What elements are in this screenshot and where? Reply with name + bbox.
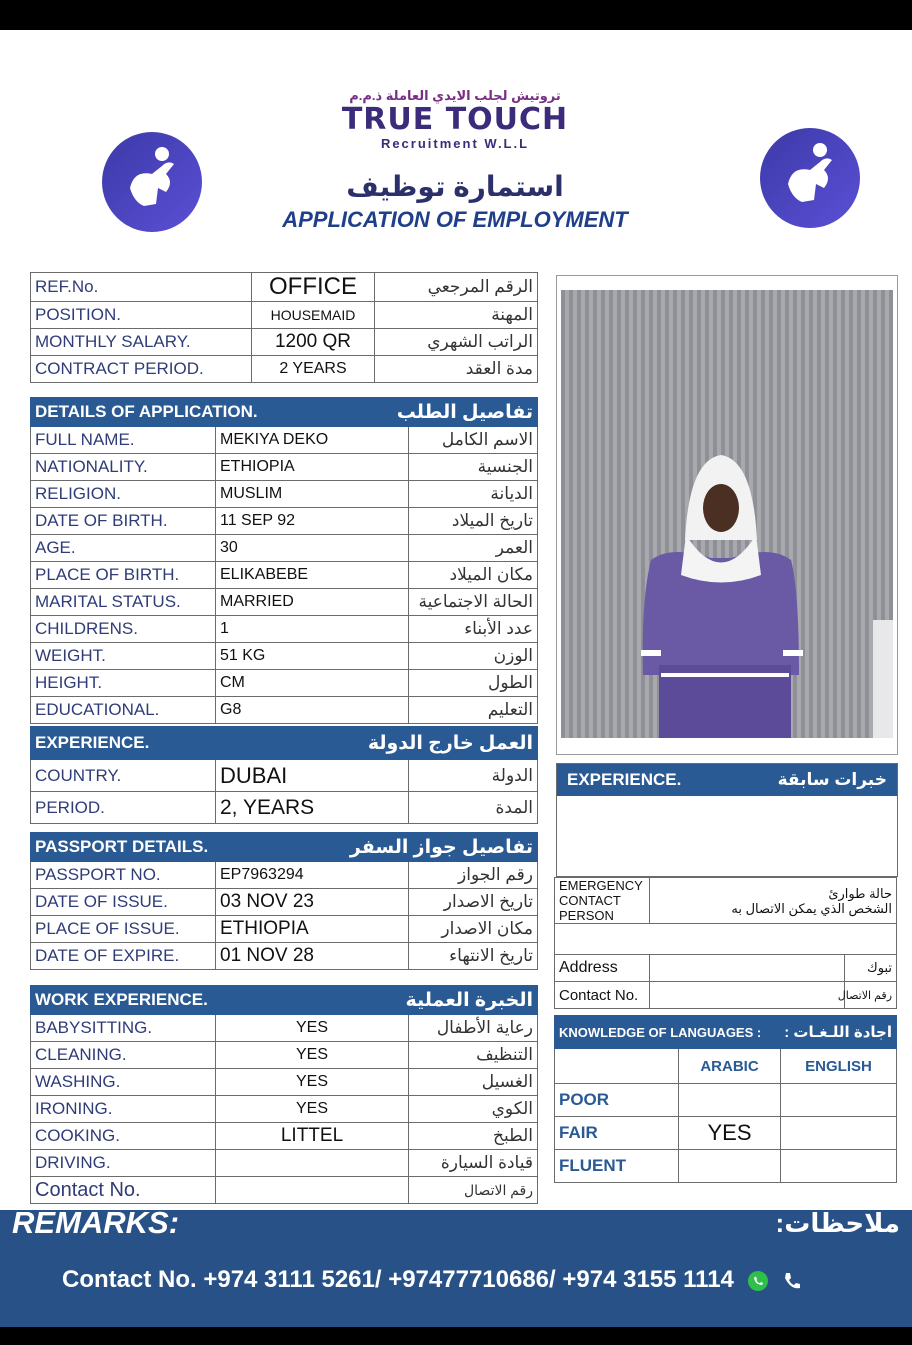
table-row (31, 329, 538, 356)
contact-label: Contact No. (555, 982, 650, 1009)
field-value: EP7963294 (216, 862, 409, 889)
section-header-arabic: الخبرة العملية (216, 986, 538, 1015)
applicant-photo (561, 290, 893, 738)
table-row (31, 670, 538, 697)
section-header-arabic: خبرات سابقة (777, 770, 887, 789)
section-header-arabic: اجادة اللـغـات : (781, 1016, 897, 1049)
table-row (31, 760, 538, 792)
field-label: NATIONALITY. (31, 454, 216, 481)
emergency-contact-table (554, 877, 897, 1009)
languages-table (554, 1015, 897, 1183)
field-label-arabic: الغسيل (409, 1069, 538, 1096)
field-label-arabic: تاريخ الاصدار (409, 889, 538, 916)
table-row (31, 481, 538, 508)
field-value (216, 1150, 409, 1177)
brand-block (330, 88, 580, 151)
passport-table (30, 832, 538, 970)
table-row (31, 454, 538, 481)
section-header-label: EXPERIENCE. (31, 727, 216, 760)
true-touch-logo-icon (758, 126, 862, 230)
contact-value (650, 982, 845, 1009)
field-value: MEKIYA DEKO (216, 427, 409, 454)
field-label: PLACE OF ISSUE. (31, 916, 216, 943)
section-header-label: EXPERIENCE. (567, 770, 682, 789)
english-value (781, 1084, 897, 1117)
field-label-arabic: الديانة (409, 481, 538, 508)
field-label: CLEANING. (31, 1042, 216, 1069)
field-label: PERIOD. (31, 792, 216, 824)
phone-icon (781, 1270, 803, 1292)
section-header-arabic: تفاصيل الطلب (409, 398, 538, 427)
table-row (31, 562, 538, 589)
field-label: WASHING. (31, 1069, 216, 1096)
field-value: 1200 QR (252, 329, 375, 356)
arabic-value (679, 1150, 781, 1183)
section-header-label: KNOWLEDGE OF LANGUAGES : (555, 1016, 781, 1049)
table-row (31, 356, 538, 383)
field-value: 1 (216, 616, 409, 643)
field-label: DATE OF ISSUE. (31, 889, 216, 916)
table-row (31, 889, 538, 916)
whatsapp-icon (747, 1270, 769, 1292)
field-value: 11 SEP 92 (216, 508, 409, 535)
field-label-arabic: الطبخ (409, 1123, 538, 1150)
section-header-label: PASSPORT DETAILS. (31, 833, 216, 862)
true-touch-logo-icon (100, 130, 204, 234)
field-value: ETHIOPIA (216, 916, 409, 943)
field-value: 2 YEARS (252, 356, 375, 383)
field-value: 01 NOV 28 (216, 943, 409, 970)
language-level: POOR (555, 1084, 679, 1117)
field-label-arabic: رقم الاتصال (409, 1177, 538, 1204)
field-value: MARRIED (216, 589, 409, 616)
brand-name: TRUE TOUCH (341, 102, 569, 137)
field-label: REF.No. (31, 273, 252, 302)
field-label-arabic: تاريخ الميلاد (409, 508, 538, 535)
table-row (31, 1150, 538, 1177)
table-row (555, 955, 897, 982)
field-label: Contact No. (31, 1177, 216, 1204)
table-row (31, 535, 538, 562)
field-label: MONTHLY SALARY. (31, 329, 252, 356)
field-value: OFFICE (252, 273, 375, 302)
table-row (555, 1084, 897, 1117)
field-value: YES (216, 1015, 409, 1042)
section-header-label: WORK EXPERIENCE. (31, 986, 216, 1015)
field-label: DRIVING. (31, 1150, 216, 1177)
form-title: APPLICATION OF EMPLOYMENT (282, 207, 628, 232)
table-row (31, 273, 538, 302)
bottom-black-bar (0, 1327, 912, 1345)
address-label-arabic: تبوك (845, 955, 897, 982)
table-row (31, 427, 538, 454)
field-label: AGE. (31, 535, 216, 562)
field-value: ELIKABEBE (216, 562, 409, 589)
field-label-arabic: قيادة السيارة (409, 1150, 538, 1177)
table-row (31, 508, 538, 535)
section-header (31, 398, 538, 427)
field-label: FULL NAME. (31, 427, 216, 454)
field-value: 30 (216, 535, 409, 562)
field-label-arabic: رعاية الأطفال (409, 1015, 538, 1042)
section-header (557, 764, 897, 796)
section-header-arabic: العمل خارج الدولة (216, 727, 538, 760)
arabic-value (679, 1084, 781, 1117)
footer-contact (62, 1266, 803, 1294)
arabic-value: YES (679, 1117, 781, 1150)
field-label: WEIGHT. (31, 643, 216, 670)
emergency-label-arabic: حالة طوارئ الشخص الذي يمكن الاتصال به (650, 878, 897, 924)
field-label-arabic: المهنة (375, 302, 538, 329)
remarks-label: REMARKS: (12, 1205, 180, 1240)
previous-experience-box (556, 763, 898, 877)
field-value: YES (216, 1042, 409, 1069)
table-row (31, 697, 538, 724)
section-header-label: DETAILS OF APPLICATION. (31, 398, 409, 427)
field-label-arabic: التعليم (409, 697, 538, 724)
table-row (31, 643, 538, 670)
table-row (31, 943, 538, 970)
field-label: DATE OF EXPIRE. (31, 943, 216, 970)
address-label: Address (555, 955, 650, 982)
table-row (31, 616, 538, 643)
table-row (31, 1096, 538, 1123)
field-value: 03 NOV 23 (216, 889, 409, 916)
table-row (31, 1042, 538, 1069)
field-label-arabic: الوزن (409, 643, 538, 670)
field-value: G8 (216, 697, 409, 724)
field-value: YES (216, 1096, 409, 1123)
field-value (216, 1177, 409, 1204)
applicant-photo-frame (556, 275, 898, 755)
field-label-arabic: الاسم الكامل (409, 427, 538, 454)
section-header-arabic: تفاصيل جواز السفر (216, 833, 538, 862)
emergency-label: EMERGENCY CONTACT PERSON (555, 878, 650, 924)
field-label-arabic: مكان الاصدار (409, 916, 538, 943)
contact-label-arabic: رقم الاتصال (845, 982, 897, 1009)
table-row (31, 792, 538, 824)
form-title-arabic: استمارة توظيف (346, 171, 564, 202)
field-label-arabic: الجنسية (409, 454, 538, 481)
remarks-label-arabic: ملاحظات: (775, 1208, 900, 1238)
section-header (31, 986, 538, 1015)
field-value: HOUSEMAID (252, 302, 375, 329)
column-header: ENGLISH (781, 1049, 897, 1084)
field-value: 2, YEARS (216, 792, 409, 824)
section-header (31, 727, 538, 760)
brand-arabic-name: تروتيش لجلب الايدي العاملة ذ.م.م (349, 88, 561, 103)
field-label-arabic: مدة العقد (375, 356, 538, 383)
top-black-bar (0, 0, 912, 30)
field-value: LITTEL (216, 1123, 409, 1150)
table-row (555, 1117, 897, 1150)
field-label: DATE OF BIRTH. (31, 508, 216, 535)
table-row (555, 982, 897, 1009)
table-row (31, 862, 538, 889)
reference-table (30, 272, 538, 383)
field-label: IRONING. (31, 1096, 216, 1123)
field-label-arabic: العمر (409, 535, 538, 562)
details-table (30, 397, 538, 724)
table-row (31, 1123, 538, 1150)
field-label-arabic: رقم الجواز (409, 862, 538, 889)
field-label-arabic: تاريخ الانتهاء (409, 943, 538, 970)
address-value (650, 955, 845, 982)
field-label-arabic: الراتب الشهري (375, 329, 538, 356)
section-header (555, 1016, 897, 1049)
table-row (31, 589, 538, 616)
field-label-arabic: الطول (409, 670, 538, 697)
field-value: YES (216, 1069, 409, 1096)
section-header (31, 833, 538, 862)
language-level: FAIR (555, 1117, 679, 1150)
field-label-arabic: الدولة (409, 760, 538, 792)
table-row (31, 1015, 538, 1042)
field-label-arabic: التنظيف (409, 1042, 538, 1069)
field-label: HEIGHT. (31, 670, 216, 697)
field-value: ETHIOPIA (216, 454, 409, 481)
field-value: CM (216, 670, 409, 697)
field-label-arabic: الكوي (409, 1096, 538, 1123)
field-label: CONTRACT PERIOD. (31, 356, 252, 383)
field-label: PLACE OF BIRTH. (31, 562, 216, 589)
table-row (31, 302, 538, 329)
table-row (31, 1069, 538, 1096)
field-label: COUNTRY. (31, 760, 216, 792)
field-label: PASSPORT NO. (31, 862, 216, 889)
footer-contact-text: Contact No. +974 3111 5261/ +97477710686/ +974 3155 1114 (62, 1266, 734, 1293)
brand-subtitle: Recruitment W.L.L (380, 136, 530, 151)
experience-abroad-table (30, 726, 538, 824)
field-label-arabic: عدد الأبناء (409, 616, 538, 643)
field-value: 51 KG (216, 643, 409, 670)
field-label-arabic: المدة (409, 792, 538, 824)
language-level: FLUENT (555, 1150, 679, 1183)
empty-cell (555, 1049, 679, 1084)
emergency-value (555, 924, 897, 955)
field-label-arabic: الرقم المرجعي (375, 273, 538, 302)
table-row (555, 1150, 897, 1183)
table-row (31, 1177, 538, 1204)
field-label: RELIGION. (31, 481, 216, 508)
field-label: COOKING. (31, 1123, 216, 1150)
table-row (555, 878, 897, 924)
english-value (781, 1117, 897, 1150)
field-label: CHILDRENS. (31, 616, 216, 643)
field-label: MARITAL STATUS. (31, 589, 216, 616)
table-row (31, 916, 538, 943)
field-label-arabic: مكان الميلاد (409, 562, 538, 589)
english-value (781, 1150, 897, 1183)
field-value: MUSLIM (216, 481, 409, 508)
field-label: BABYSITTING. (31, 1015, 216, 1042)
table-row (555, 1049, 897, 1084)
field-value: DUBAI (216, 760, 409, 792)
table-row (555, 924, 897, 955)
field-label-arabic: الحالة الاجتماعية (409, 589, 538, 616)
field-label: EDUCATIONAL. (31, 697, 216, 724)
field-label: POSITION. (31, 302, 252, 329)
work-experience-table (30, 985, 538, 1204)
column-header: ARABIC (679, 1049, 781, 1084)
